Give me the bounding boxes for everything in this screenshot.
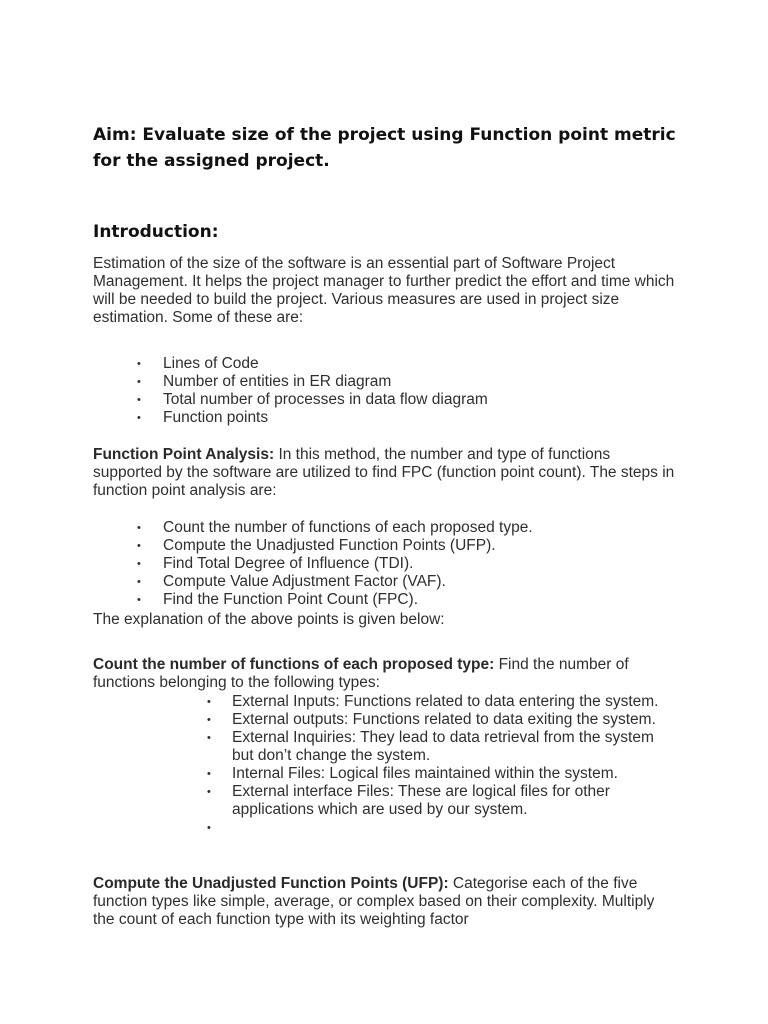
list-item: • External Inputs: Functions related to data entering the system.	[93, 693, 678, 711]
list-item: • Compute Value Adjustment Factor (VAF).	[93, 573, 653, 591]
introduction-paragraph: Estimation of the size of the software is an essential part of Software Project Management. It helps the project manager to further predict the effort and time which will be needed to build the project. Various measures are used in project size estimation. Some of these are:	[93, 255, 675, 326]
explanation-line: The explanation of the above points is given below:	[93, 611, 445, 628]
list-item: • Function points	[93, 409, 653, 427]
list-item: • External interface Files: These are logical files for other applications which are used by our system.	[93, 783, 678, 819]
aim-heading: Aim: Evaluate size of the project using Function point metric for the assigned project.	[93, 125, 676, 171]
measures-list	[93, 355, 653, 427]
list-item: • External outputs: Functions related to data exiting the system.	[93, 711, 678, 729]
fpa-text: In this method, the number and type of functions supported by the software are utilized to find FPC (function point count). The steps in function point analysis are:	[93, 446, 675, 499]
count-paragraph	[93, 656, 678, 692]
list-item: • Number of entities in ER diagram	[93, 373, 653, 391]
list-item: • Find Total Degree of Influence (TDI).	[93, 555, 653, 573]
list-item: • Internal Files: Logical files maintained within the system.	[93, 765, 678, 783]
list-item	[93, 819, 678, 837]
ufp-label: Compute the Unadjusted Function Points (UFP):	[93, 875, 449, 892]
list-item: • External Inquiries: They lead to data retrieval from the system but don’t change the system.	[93, 729, 678, 765]
steps-list	[93, 519, 653, 609]
list-item: • Lines of Code	[93, 355, 653, 373]
count-label: Count the number of functions of each proposed type:	[93, 656, 495, 673]
function-types-list	[93, 693, 678, 837]
list-item: • Compute the Unadjusted Function Points (UFP).	[93, 537, 653, 555]
fpa-paragraph	[93, 446, 678, 500]
introduction-heading: Introduction:	[93, 222, 219, 242]
count-text: Find the number of functions belonging to the following types:	[93, 656, 629, 691]
ufp-text: Categorise each of the five function types like simple, average, or complex based on their complexity. Multiply the count of each function type with its weighting factor	[93, 875, 655, 928]
list-item: • Count the number of functions of each proposed type.	[93, 519, 653, 537]
ufp-paragraph	[93, 875, 678, 929]
list-item: • Total number of processes in data flow diagram	[93, 391, 653, 409]
fpa-label: Function Point Analysis:	[93, 446, 275, 463]
list-item: • Find the Function Point Count (FPC).	[93, 591, 653, 609]
